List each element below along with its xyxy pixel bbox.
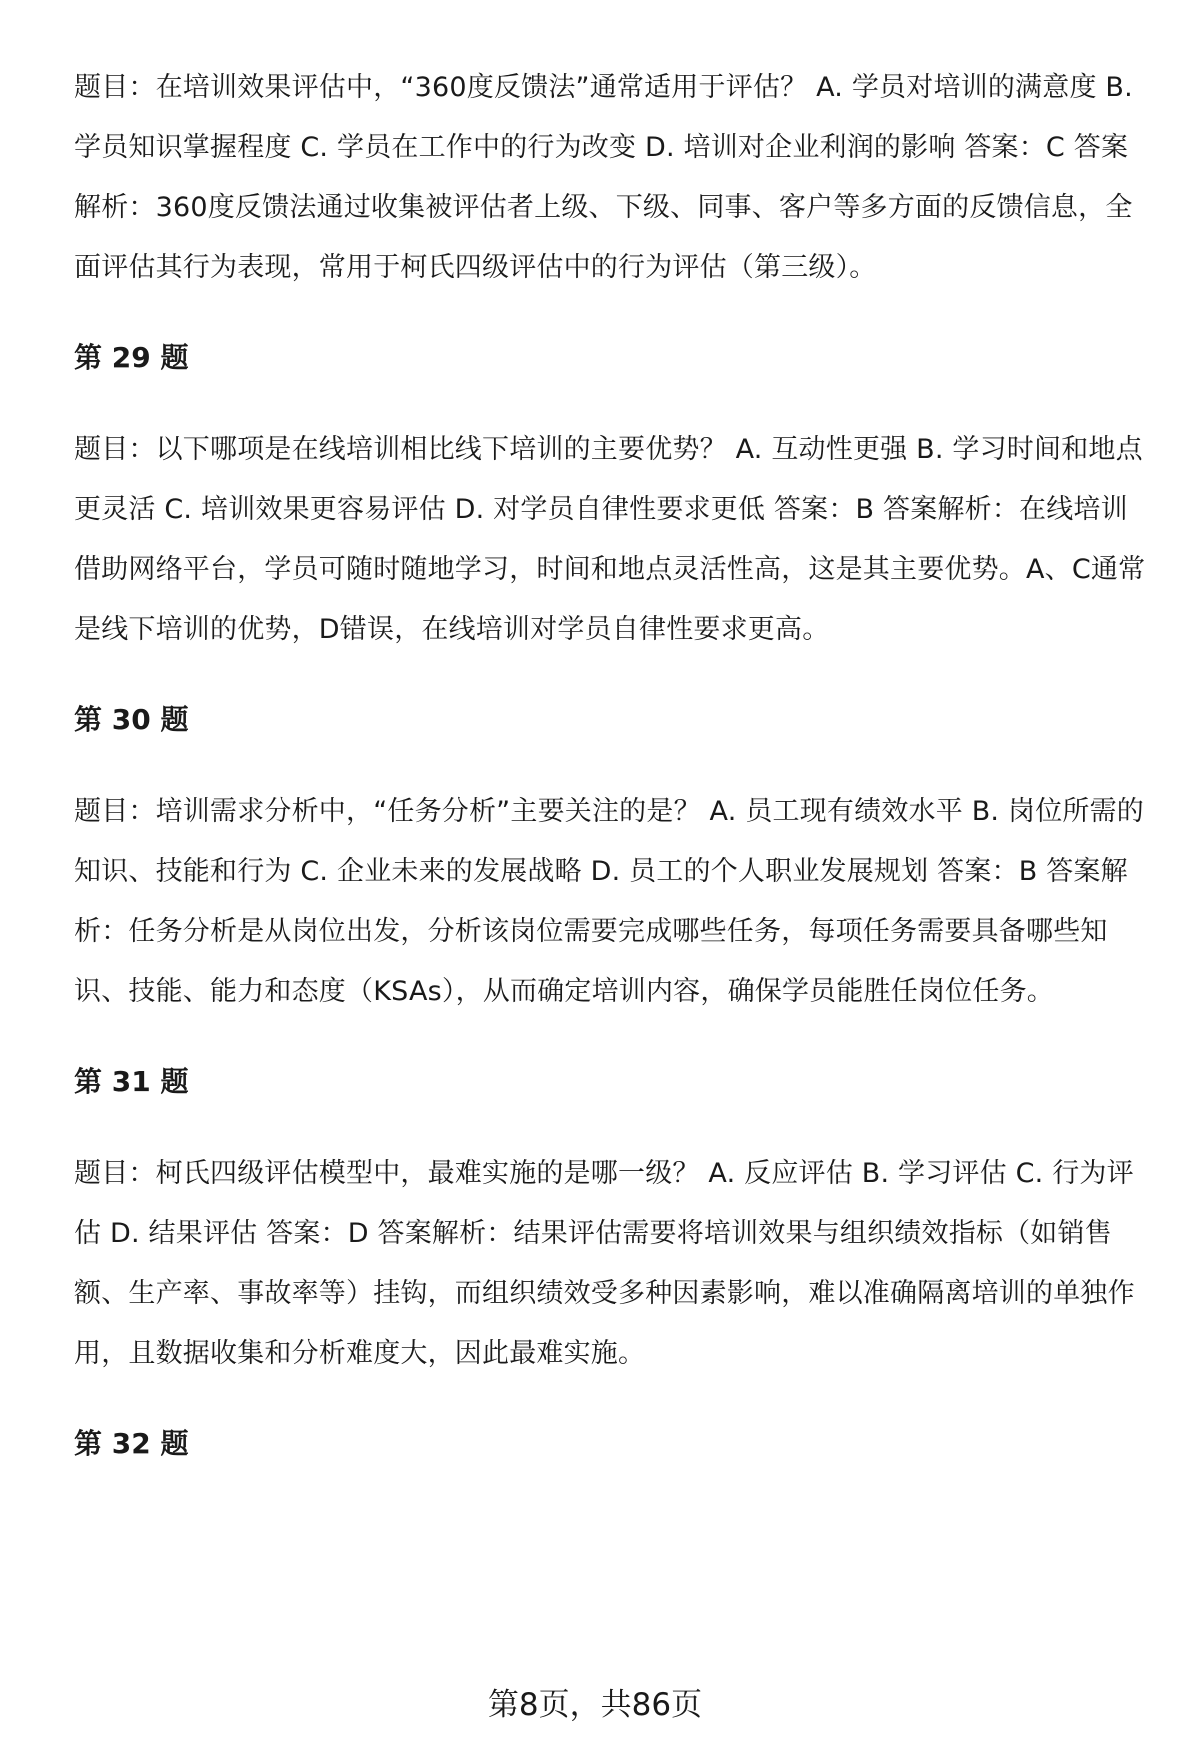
question-29-body: 题目：以下哪项是在线培训相比线下培训的主要优势？ A. 互动性更强 B. 学习时间和地点更灵活 C. 培训效果更容易评估 D. 对学员自律性要求更低 答案：B 答案解析：在线培训借助网络平台，学员可随时随地学习，时间和地点灵活性高，这是其主要优势。A、C通常是线下培训的优势，D错误，在线培训对学员自律性要求更高。 bbox=[74, 434, 1146, 645]
question-28-body: 题目：在培训效果评估中，“360度反馈法”通常适用于评估？ A. 学员对培训的满意度 B. 学员知识掌握程度 C. 学员在工作中的行为改变 D. 培训对企业利润的影响 答案：C 答案解析：360度反馈法通过收集被评估者上级、下级、同事、客户等多方面的反馈信息，全面评估其行为表现，常用于柯氏四级评估中的行为评估（第三级）。 bbox=[74, 72, 1133, 283]
question-29-heading: 第 29 题 bbox=[74, 341, 189, 374]
question-30-body: 题目：培训需求分析中，“任务分析”主要关注的是？ A. 员工现有绩效水平 B. 岗位所需的知识、技能和行为 C. 企业未来的发展战略 D. 员工的个人职业发展规划 答案：B 答案解析：任务分析是从岗位出发，分析该岗位需要完成哪些任务，每项任务需要具备哪些知识、技能、能力和态度（KSAs），从而确定培训内容，确保学员能胜任岗位任务。 bbox=[74, 796, 1144, 1007]
question-31-body: 题目：柯氏四级评估模型中，最难实施的是哪一级？ A. 反应评估 B. 学习评估 C. 行为评估 D. 结果评估 答案：D 答案解析：结果评估需要将培训效果与组织绩效指标（如销售额、生产率、事故率等）挂钩，而组织绩效受多种因素影响，难以准确隔离培训的单独作用，且数据收集和分析难度大，因此最难实施。 bbox=[74, 1158, 1135, 1369]
question-30-heading: 第 30 题 bbox=[74, 703, 189, 736]
page-number-footer: 第8页，共86页 bbox=[487, 1687, 703, 1723]
question-31-heading: 第 31 题 bbox=[74, 1065, 189, 1098]
document-page bbox=[74, 58, 1154, 1474]
question-32-heading: 第 32 题 bbox=[74, 1427, 189, 1460]
